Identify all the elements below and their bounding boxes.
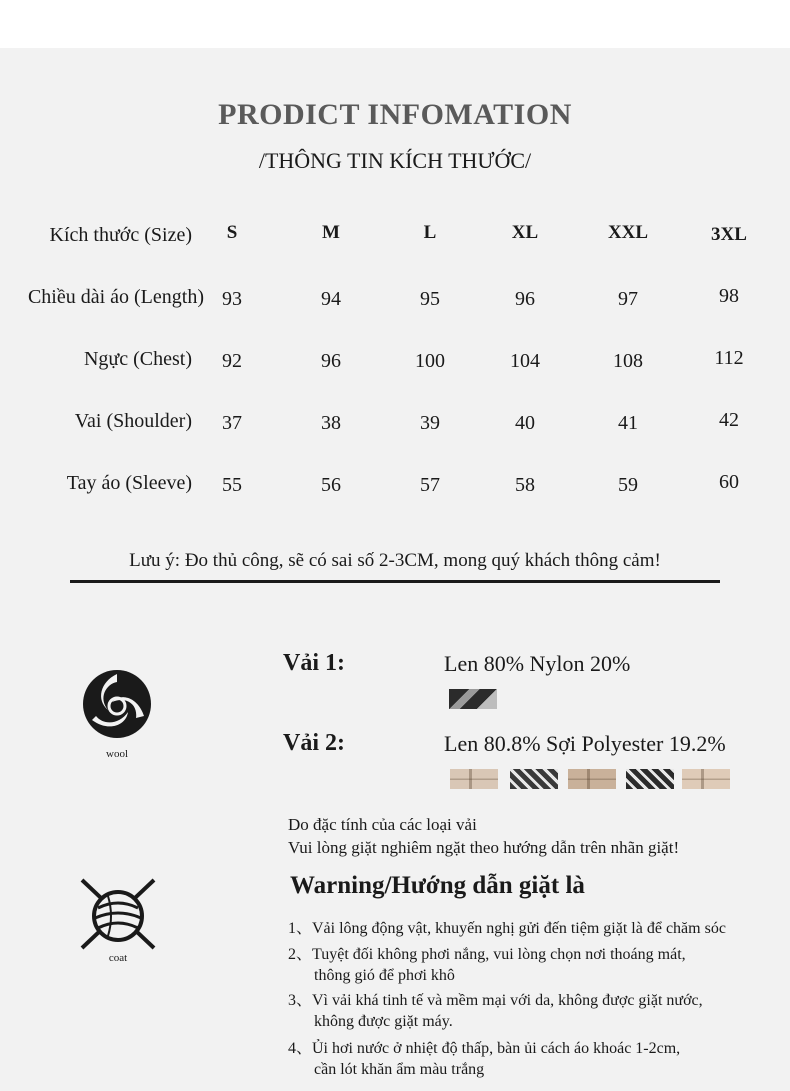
- table-cell: 42: [719, 409, 739, 431]
- row-label-shoulder: Vai (Shoulder): [74, 410, 192, 432]
- page-title: PRODICT INFOMATION: [218, 98, 572, 131]
- table-cell: 37: [222, 412, 242, 434]
- fabric1-value: Len 80% Nylon 20%: [444, 651, 631, 676]
- size-header-cell: 3XL: [711, 224, 747, 245]
- wool-icon: [76, 668, 158, 745]
- care-intro-line1: Do đặc tính của các loại vải: [288, 815, 477, 834]
- size-header-cell: XL: [511, 222, 539, 243]
- top-band: [0, 0, 790, 48]
- size-header-label: Kích thước (Size): [49, 224, 192, 246]
- table-cell: 41: [618, 412, 638, 434]
- care-item: [288, 990, 778, 1032]
- table-cell: 95: [420, 288, 440, 310]
- fabric-swatch: [682, 769, 730, 789]
- fabric1-swatch: [449, 689, 497, 709]
- care-item-line: thông gió để phơi khô: [314, 967, 455, 984]
- size-header-cell: S: [226, 222, 238, 243]
- care-item-line: 4、Ủi hơi nước ở nhiệt độ thấp, bàn ủi cách áo khoác 1-2cm,: [288, 1040, 681, 1057]
- table-cell: 94: [321, 288, 341, 310]
- table-cell: 40: [515, 412, 535, 434]
- care-item-line: cần lót khăn ẩm màu trắng: [314, 1061, 485, 1078]
- care-item-line: 3、Vì vải khá tinh tế và mềm mại với da, không được giặt nước,: [288, 992, 703, 1009]
- table-cell: 93: [222, 288, 242, 310]
- care-item: [288, 1038, 778, 1080]
- row-label-sleeve: Tay áo (Sleeve): [66, 472, 192, 494]
- table-cell: 92: [222, 350, 242, 372]
- table-cell: 38: [321, 412, 341, 434]
- fabric-swatch: [450, 769, 498, 789]
- table-cell: 39: [420, 412, 440, 434]
- care-item-line: 1、Vải lông động vật, khuyến nghị gửi đến tiệm giặt là để chăm sóc: [288, 920, 726, 937]
- divider: [70, 580, 720, 583]
- table-cell: 104: [510, 350, 540, 372]
- care-item: [288, 944, 778, 986]
- row-label-chest: Ngực (Chest): [83, 348, 192, 370]
- table-cell: 96: [321, 350, 341, 372]
- care-intro-line2: Vui lòng giặt nghiêm ngặt theo hướng dẫn trên nhãn giặt!: [288, 838, 680, 857]
- size-header-cell: XXL: [607, 222, 649, 243]
- fabric-swatch: [626, 769, 674, 789]
- care-item-line: không được giặt máy.: [314, 1013, 453, 1030]
- table-cell: 97: [618, 288, 638, 310]
- care-item: [288, 918, 778, 939]
- fabric2-value: Len 80.8% Sợi Polyester 19.2%: [444, 731, 726, 756]
- yarn-needles-icon: [78, 876, 158, 957]
- table-cell: 57: [420, 474, 440, 496]
- table-cell: 60: [719, 471, 739, 493]
- coat-icon-caption: coat: [108, 952, 128, 964]
- wool-icon-caption: wool: [106, 748, 128, 760]
- page-subtitle: /THÔNG TIN KÍCH THƯỚC/: [258, 148, 532, 173]
- table-cell: 56: [321, 474, 341, 496]
- fabric2-label: Vải 2:: [283, 730, 345, 756]
- table-cell: 58: [515, 474, 535, 496]
- table-cell: 108: [613, 350, 643, 372]
- table-cell: 55: [222, 474, 242, 496]
- measurement-note: Lưu ý: Đo thủ công, sẽ có sai số 2-3CM, mong quý khách thông cảm!: [129, 550, 661, 571]
- care-item-line: 2、Tuyệt đối không phơi nắng, vui lòng chọn nơi thoáng mát,: [288, 946, 686, 963]
- table-cell: 59: [618, 474, 638, 496]
- size-header-cell: M: [322, 222, 340, 243]
- table-cell: 98: [719, 285, 739, 307]
- fabric-swatch: [510, 769, 558, 789]
- row-label-length: Chiều dài áo (Length): [27, 286, 204, 308]
- table-cell: 100: [415, 350, 445, 372]
- fabric1-label: Vải 1:: [283, 650, 345, 676]
- warning-title: Warning/Hướng dẫn giặt là: [290, 872, 585, 899]
- size-header-cell: L: [423, 222, 437, 243]
- table-cell: 96: [515, 288, 535, 310]
- fabric-swatch: [568, 769, 616, 789]
- table-cell: 112: [714, 347, 744, 369]
